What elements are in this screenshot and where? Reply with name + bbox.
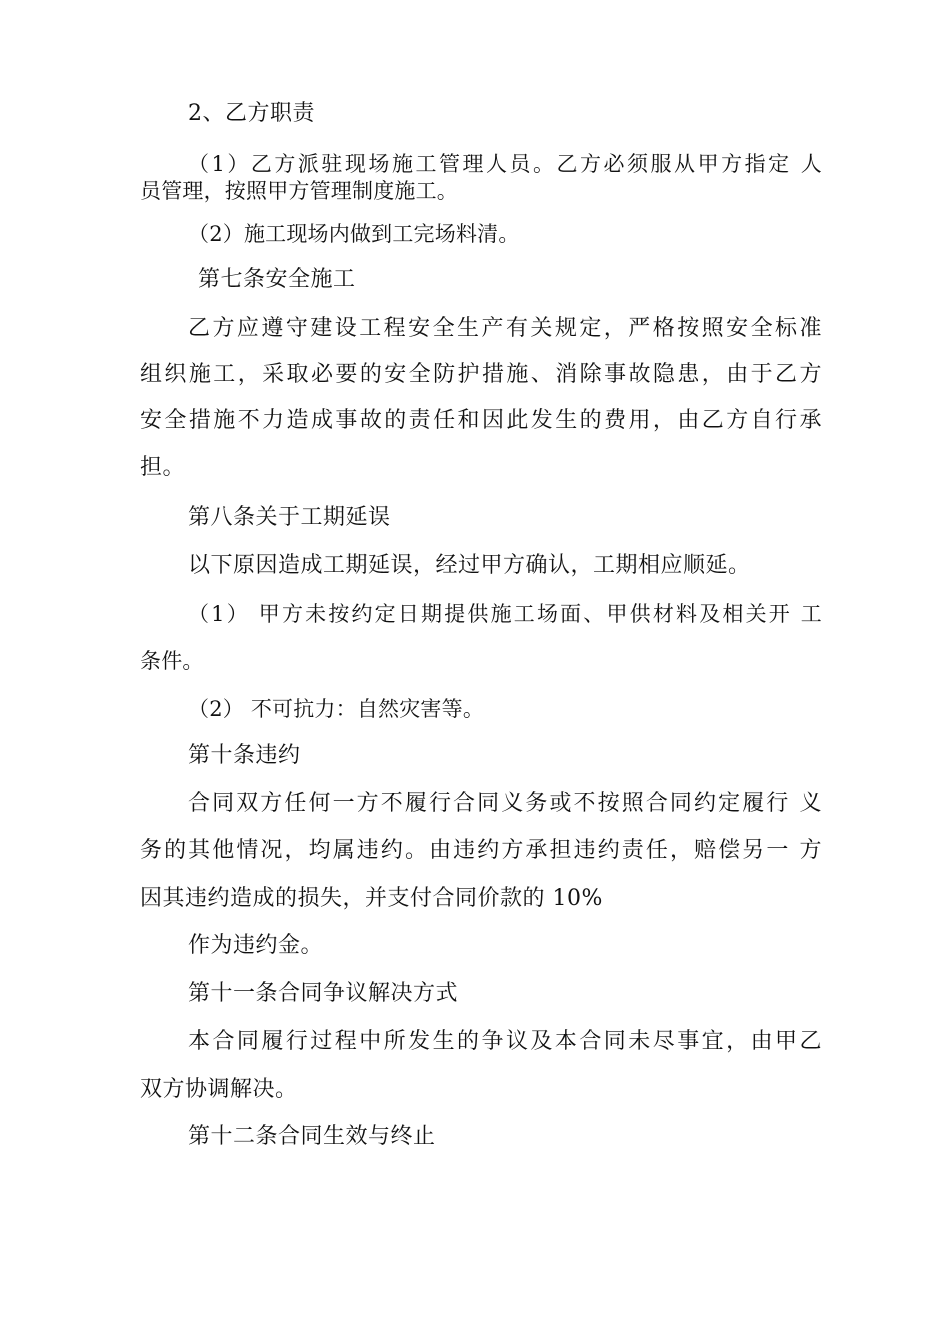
paragraph-line: 乙方应遵守建设工程安全生产有关规定，严格按照安全标准: [188, 316, 822, 341]
paragraph-line: 组织施工，采取必要的安全防护措施、消除事故隐患，由于乙方: [140, 362, 822, 387]
article-heading-delay: 第八条关于工期延误: [188, 505, 391, 530]
paragraph-line: 担。: [140, 455, 186, 480]
paragraph-line: 合同双方任何一方不履行合同义务或不按照合同约定履行 义: [188, 791, 822, 816]
paragraph-line: （2） 不可抗力：自然灾害等。: [188, 697, 485, 721]
paragraph-line: 安全措施不力造成事故的责任和因此发生的费用，由乙方自行承: [140, 408, 822, 433]
section-heading-party-b-duties: 2、乙方职责: [188, 101, 315, 126]
paragraph-line: 以下原因造成工期延误，经过甲方确认，工期相应顺延。: [188, 553, 751, 578]
paragraph-line: （1）乙方派驻现场施工管理人员。乙方必须服从甲方指定 人: [188, 152, 822, 176]
paragraph-line: 务的其他情况，均属违约。由违约方承担违约责任，赔偿另一 方: [140, 838, 822, 863]
paragraph-line: 作为违约金。: [188, 933, 324, 958]
paragraph-line: 员管理，按照甲方管理制度施工。: [140, 179, 458, 203]
article-heading-effect-termination: 第十二条合同生效与终止: [188, 1124, 436, 1149]
paragraph-line: 条件。: [140, 649, 204, 673]
paragraph-line: （2）施工现场内做到工完场料清。: [188, 222, 520, 246]
paragraph-line: 本合同履行过程中所发生的争议及本合同未尽事宜，由甲乙: [188, 1029, 822, 1054]
article-heading-dispute: 第十一条合同争议解决方式: [188, 981, 459, 1006]
paragraph-line: （1） 甲方未按约定日期提供施工场面、甲供材料及相关开 工: [188, 602, 822, 626]
paragraph-line: 因其违约造成的损失，并支付合同价款的 10%: [140, 886, 603, 911]
article-heading-safety: 第七条安全施工: [198, 267, 356, 292]
paragraph-line: 双方协调解决。: [140, 1077, 298, 1102]
article-heading-breach: 第十条违约: [188, 743, 301, 768]
